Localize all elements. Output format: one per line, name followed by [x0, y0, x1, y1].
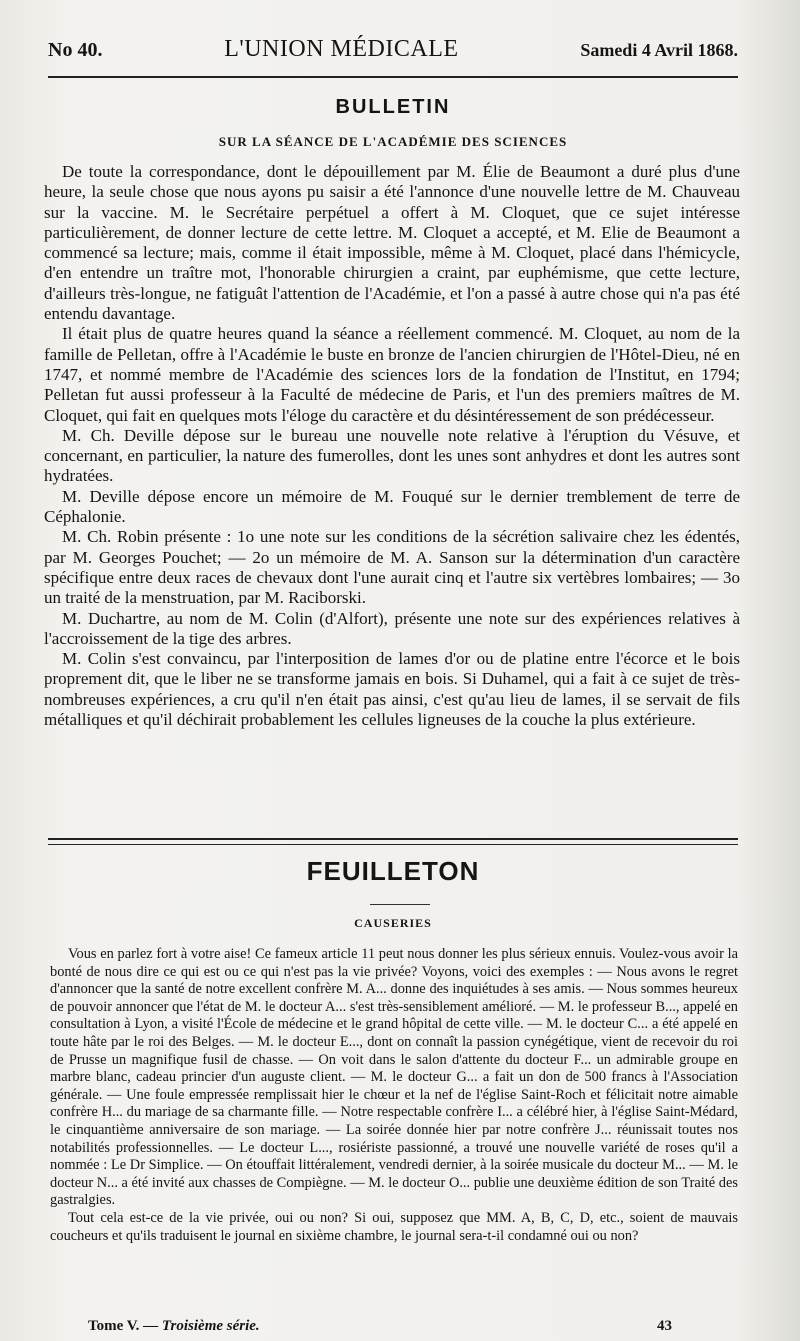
feuilleton-body — [50, 946, 738, 1245]
title-underline — [370, 904, 430, 905]
page-number: 43 — [657, 1318, 672, 1334]
footer-series: Troisième série. — [161, 1318, 260, 1334]
bulletin-paragraph: M. Ch. Robin présente : 1o une note sur les conditions de la sécrétion salivaire chez les édentés, par M. Georges Pouchet; — 2o un mémoire de M. A. Sanson sur la détermination d'un caractère spécifique entre deux races de chevaux dont l'une aurait cinq et l'autre six vertèbres lombaires; — 3o un traité de la menstruation, par M. Raciborski. — [44, 527, 740, 608]
bulletin-subtitle: SUR LA SÉANCE DE L'ACADÉMIE DES SCIENCES — [218, 134, 568, 149]
bulletin-paragraph: De toute la correspondance, dont le dépouillement par M. Élie de Beaumont a duré plus d'une heure, la seule chose que nous ayons pu saisir a été l'annonce d'une nouvelle lettre de M. Chauveau sur la vaccine. M. le Secrétaire perpétuel a offert à M. Cloquet, que ce sujet intéresse particulièrement, de donner lecture de cette lettre. M. Cloquet a accepté, et M. Elie de Beaumont a commencé sa lecture; mais, comme il était impossible, même à M. Cloquet, placé dans l'hémicycle, d'en entendre un traître mot, l'honorable chirurgien a craint, par euphémisme, que cette lecture, d'ailleurs très-longue, ne fatiguât l'attention de l'Académie, et l'on a passé à autre chose qui n'a pas été entendu davantage. — [44, 162, 740, 324]
footer-volume-label: Tome V. — — [88, 1318, 159, 1334]
section-divider — [48, 838, 738, 845]
bulletin-title: BULLETIN — [335, 96, 451, 118]
bulletin-paragraph: M. Duchartre, au nom de M. Colin (d'Alfort), présente une note sur des expériences relatives à l'accroissement de la tige des arbres. — [44, 608, 740, 648]
issue-number: No 40. — [48, 39, 103, 61]
header-rule — [48, 76, 738, 78]
page-footer — [88, 1318, 672, 1335]
running-header — [48, 36, 738, 63]
feuilleton-subtitle: CAUSERIES — [354, 916, 432, 930]
bulletin-paragraph: M. Ch. Deville dépose sur le bureau une nouvelle note relative à l'éruption du Vésuve, et concernant, en particulier, la nature des fumerolles, dont les unes sont anhydres et dont les autres sont hydratées. — [44, 425, 740, 486]
bulletin-paragraph: Il était plus de quatre heures quand la séance a réellement commencé. M. Cloquet, au nom de la famille de Pelletan, offre à l'Académie le buste en bronze de l'ancien chirurgien de l'Hôtel-Dieu, né en 1747, et nommé membre de l'Académie des sciences lors de la fondation de l'Institut, en 1794; Pelletan fut aussi professeur à la Faculté de médecine de Paris, et l'un des premiers maîtres de M. Cloquet, qui fait en quelques mots l'éloge du caractère et du désintéressement de son prédécesseur. — [44, 324, 740, 425]
feuilleton-paragraph: Tout cela est-ce de la vie privée, oui ou non? Si oui, supposez que MM. A, B, C, D, etc., soient de mauvais coucheurs et qu'ils traduisent le journal en sixième chambre, le journal sera-t-il condamné oui ou non? — [50, 1209, 738, 1244]
journal-title: L'UNION MÉDICALE — [224, 36, 459, 62]
feuilleton-title: FEUILLETON — [306, 856, 480, 886]
bulletin-paragraph: M. Colin s'est convaincu, par l'interposition de lames d'or ou de platine entre l'écorce et le bois proprement dit, que le liber ne se transforme jamais en bois. Si Duhamel, qui a fait à ce sujet de très-nombreuses expériences, a cru qu'il n'en était pas ainsi, c'est qu'au lieu de lames, il se servait de fils métalliques et qu'il déchirait probablement les cellules ligneuses de la couche la plus extérieure. — [44, 649, 740, 730]
footer-volume — [88, 1318, 260, 1335]
issue-date: Samedi 4 Avril 1868. — [580, 40, 738, 60]
bulletin-body — [44, 162, 740, 730]
feuilleton-paragraph: Vous en parlez fort à votre aise! Ce fameux article 11 peut nous donner les plus sérieux ennuis. Voulez-vous avoir la bonté de nous dire ce qui est ou ce qui n'est pas la vie privée? Voyons, voici des exemples : — Nous avons le regret d'annoncer que la santé de notre excellent confrère M. A... donne des inquiétudes à ses amis. — Nous sommes heureux de pouvoir annoncer que l'état de M. le docteur A... s'est très-sensiblement amélioré. — M. le professeur B..., appelé en consultation à Lyon, a visité l'École de médecine et le grand hôpital de cette ville. — M. le docteur C... a été appelé en toute hâte par le roi des Belges. — M. le docteur E..., dont on connaît la passion cynégétique, vient de recevoir du roi de Prusse un magnifique fusil de chasse. — On voit dans le salon d'attente du docteur F... un admirable groupe en marbre blanc, cadeau princier d'un auguste client. — M. le docteur G... a fait un don de 500 francs à l'Association générale. — Une foule empressée remplissait hier le chœur et la nef de l'église Saint-Roch et félicitait notre aimable confrère H... du mariage de sa charmante fille. — Notre respectable confrère I... a célébré hier, à l'église Saint-Médard, le cinquantième anniversaire de son mariage. — La soirée donnée hier par notre confrère J... réunissait toutes nos notabilités professionnelles. — Le docteur L..., rosiériste passionné, a trouvé une nouvelle variété de roses qu'il a nommée : Le Dr Simplice. — On étouffait littéralement, vendredi dernier, à la soirée musicale du docteur M... — M. le docteur N... a été invité aux chasses de Compiègne. — M. le docteur O... publie une deuxième édition de son Traité des gastralgies. — [50, 946, 738, 1209]
bulletin-paragraph: M. Deville dépose encore un mémoire de M. Fouqué sur le dernier tremblement de terre de Céphalonie. — [44, 486, 740, 527]
